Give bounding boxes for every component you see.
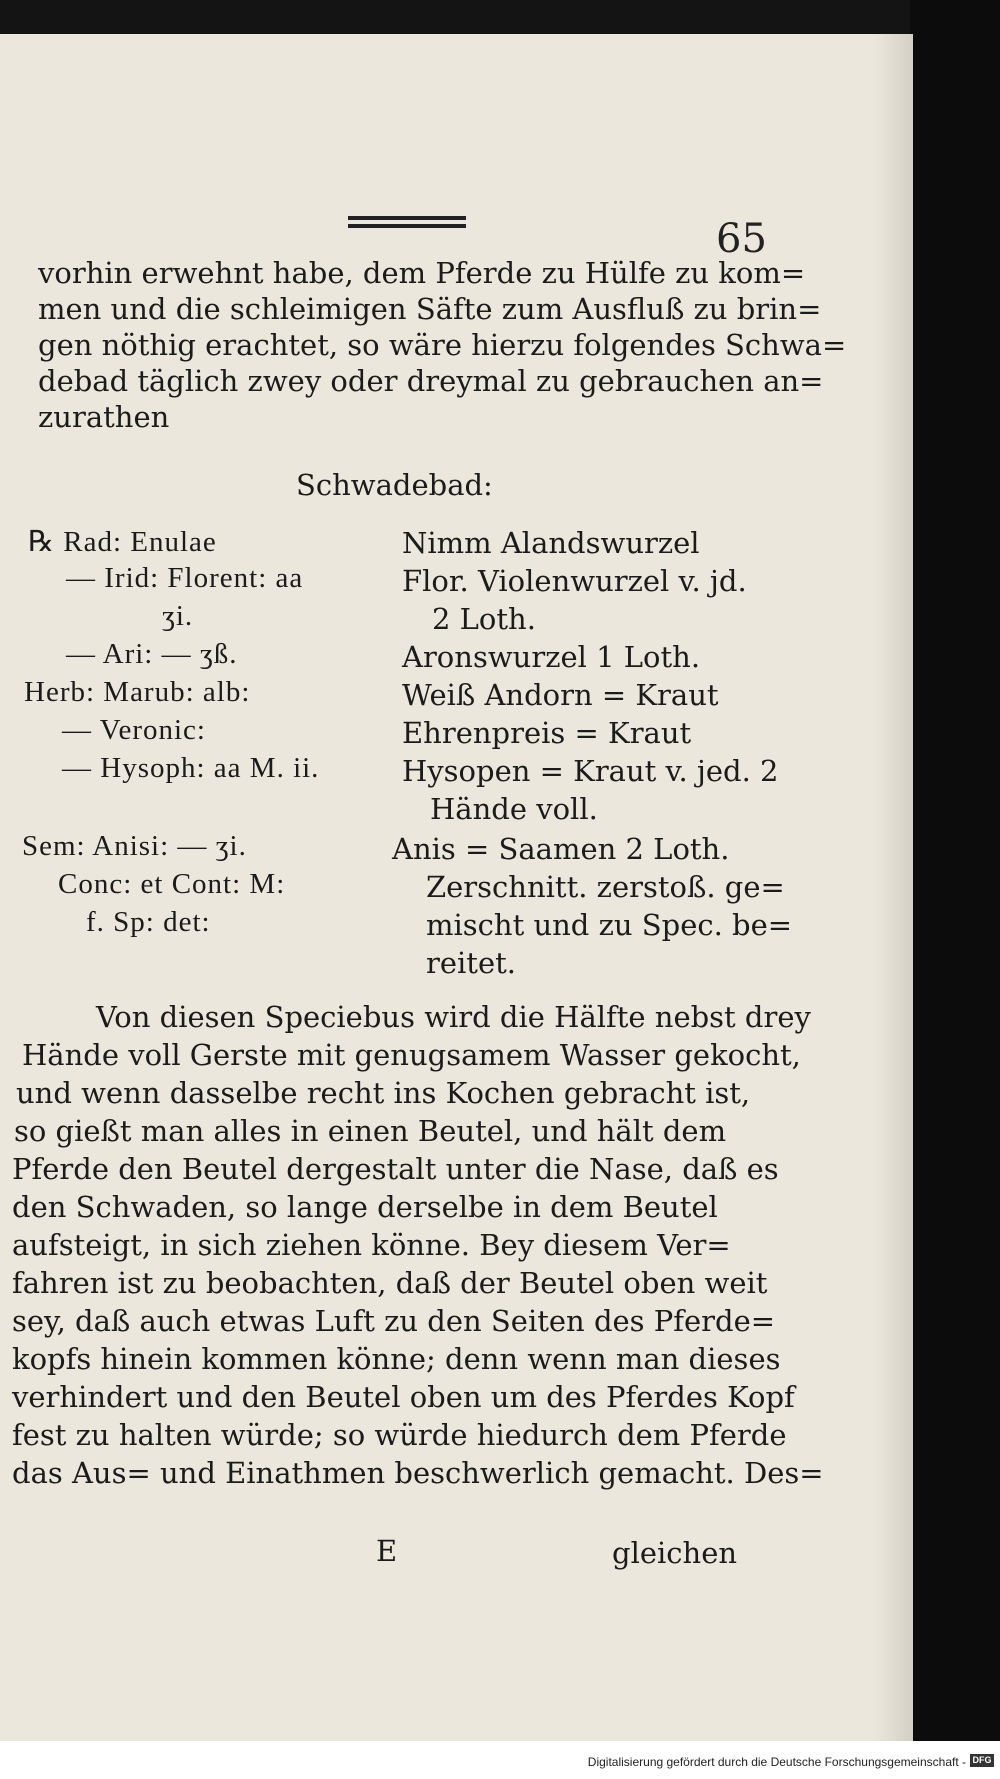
recipe-german-line: reitet. [426,946,516,980]
book-page [0,34,913,1741]
body-line: Hände voll Gerste mit genugsamem Wasser gekocht, [22,1038,801,1072]
recipe-german-line: Hysopen = Kraut v. jed. 2 [402,754,779,788]
recipe-latin-line: ℞ Rad: Enulae [28,526,217,558]
recipe-german-line: Hände voll. [430,792,598,826]
body-line: sey, daß auch etwas Luft zu den Seiten des Pferde= [12,1304,776,1338]
body-line: aufsteigt, in sich ziehen könne. Bey diesem Ver= [12,1228,731,1262]
recipe-german-line: Ehrenpreis = Kraut [402,716,692,750]
body-line: verhindert und den Beutel oben um des Pferdes Kopf [12,1380,795,1414]
footer-credit: Digitalisierung gefördert durch die Deutsche Forschungsgemeinschaft - [587,1755,966,1769]
recipe-german-line: Weiß Andorn = Kraut [402,678,719,712]
recipe-latin-line: — Veronic: [62,714,206,746]
intro-line: vorhin erwehnt habe, dem Pferde zu Hülfe zu kom= [38,256,806,290]
recipe-german-line: Zerschnitt. zerstoß. ge= [426,870,785,904]
intro-line: zurathen [38,400,170,434]
footer-bar [0,1741,1000,1779]
recipe-german-line: Flor. Violenwurzel v. jd. [402,564,747,598]
body-line: und wenn dasselbe recht ins Kochen gebracht ist, [16,1076,751,1110]
signature-mark: E [376,1534,398,1568]
recipe-latin-line: ʒi. [162,600,194,632]
body-line: den Schwaden, so lange derselbe in dem Beutel [12,1190,718,1224]
section-heading: Schwadebad: [296,468,493,502]
recipe-german-line: Anis = Saamen 2 Loth. [392,832,730,866]
intro-line: gen nöthig erachtet, so wäre hierzu folgendes Schwa= [38,328,847,362]
catchword: gleichen [612,1536,738,1570]
body-line: das Aus= und Einathmen beschwerlich gemacht. Des= [12,1456,824,1490]
body-line: so gießt man alles in einen Beutel, und hält dem [14,1114,727,1148]
page-number: 65 [716,216,767,262]
recipe-german-line: Aronswurzel 1 Loth. [402,640,701,674]
book-spine [910,0,1000,1779]
body-line: Von diesen Speciebus wird die Hälfte nebst drey [96,1000,811,1034]
body-line: Pferde den Beutel dergestalt unter die Nase, daß es [12,1152,779,1186]
recipe-german-line: Nimm Alandswurzel [402,526,700,560]
recipe-latin-line: Herb: Marub: alb: [24,676,251,708]
recipe-latin-line: — Hysoph: aa M. ii. [62,752,320,784]
recipe-latin-line: — Ari: — ʒß. [66,638,238,670]
recipe-german-line: mischt und zu Spec. be= [426,908,793,942]
recipe-latin-line: Sem: Anisi: — ʒi. [22,830,247,862]
body-line: fest zu halten würde; so würde hiedurch dem Pferde [12,1418,787,1452]
recipe-latin-line: Conc: et Cont: M: [58,868,286,900]
recipe-latin-line: f. Sp: det: [86,906,211,938]
recipe-latin-line: — Irid: Florent: aa [66,562,304,594]
intro-line: men und die schleimigen Säfte zum Ausfluß zu brin= [38,292,822,326]
scan-top-border [0,0,1000,34]
recipe-german-line: 2 Loth. [432,602,536,636]
header-rule [348,216,466,232]
intro-line: debad täglich zwey oder dreymal zu gebrauchen an= [38,364,824,398]
body-line: kopfs hinein kommen könne; denn wenn man dieses [12,1342,781,1376]
body-line: fahren ist zu beobachten, daß der Beutel oben weit [12,1266,768,1300]
dfg-logo: DFG [970,1754,994,1767]
